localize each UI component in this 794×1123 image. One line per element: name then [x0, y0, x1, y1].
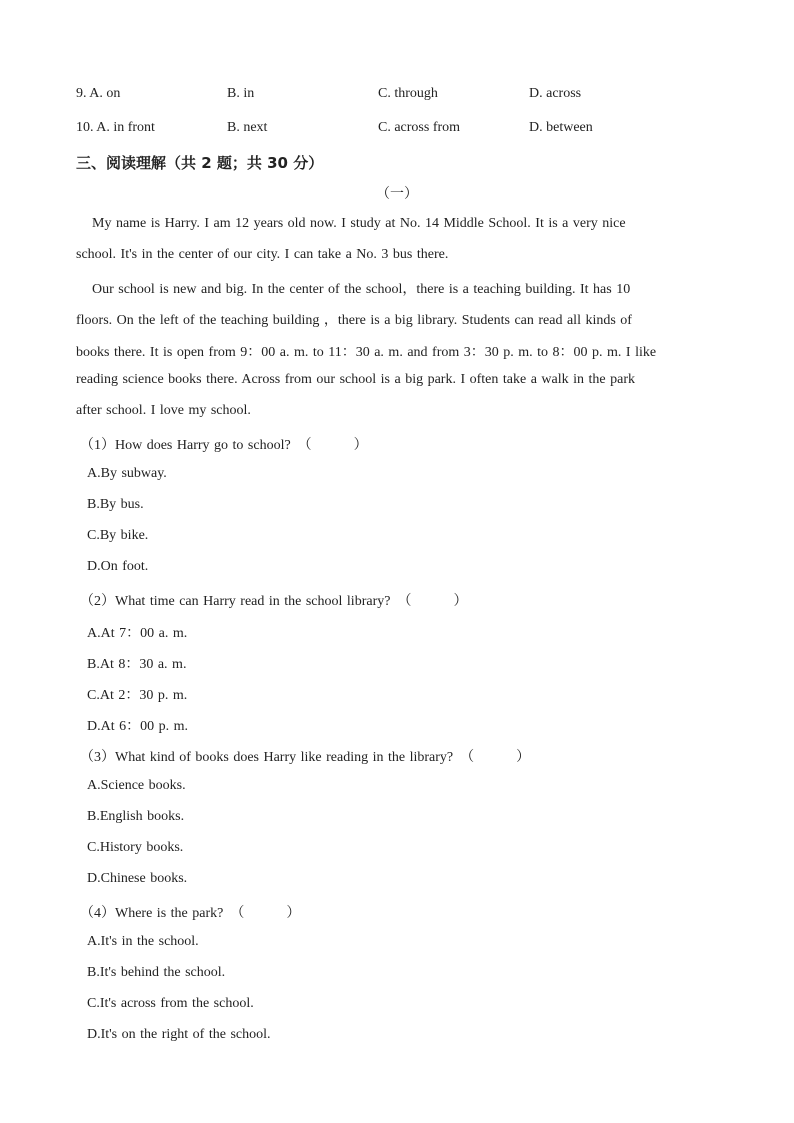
answer-choice: A.At 7：00 a. m.	[87, 626, 188, 641]
answer-choice: C.It's across from the school.	[87, 996, 254, 1011]
answer-choice: D.At 6：00 p. m.	[87, 719, 188, 734]
question-stem: （3）What kind of books does Harry like reading in the library? （ ）	[80, 750, 531, 765]
question-stem: （2）What time can Harry read in the school library? （ ）	[80, 594, 468, 609]
passage-line: reading science books there. Across from our school is a big park. I often take a walk in the park	[76, 372, 635, 387]
passage-line: school. It's in the center of our city. I can take a No. 3 bus there.	[76, 247, 449, 262]
option-d: D. between	[529, 120, 593, 135]
answer-choice: D.On foot.	[87, 559, 149, 574]
answer-choice: C.At 2：30 p. m.	[87, 688, 188, 703]
passage-line: floors. On the left of the teaching building ，there is a big library. Students can read all kinds of	[76, 313, 632, 328]
answer-choice: B.English books.	[87, 809, 185, 824]
passage-number: （一）	[376, 186, 418, 202]
answer-choice: B.At 8：30 a. m.	[87, 657, 187, 672]
passage-line: Our school is new and big. In the center of the school，there is a teaching building. It has 10	[92, 282, 631, 297]
answer-choice: D.Chinese books.	[87, 871, 188, 886]
answer-choice: B.It's behind the school.	[87, 965, 226, 980]
answer-choice: C.By bike.	[87, 528, 149, 543]
answer-choice: A.It's in the school.	[87, 934, 199, 949]
answer-choice: C.History books.	[87, 840, 184, 855]
question-stem: （1）How does Harry go to school? （ ）	[80, 438, 368, 453]
section-heading: 三、阅读理解（共 2 题；共 30 分）	[76, 154, 324, 172]
option-c: C. through	[378, 86, 438, 101]
option-a: 9. A. on	[76, 86, 121, 101]
option-a: 10. A. in front	[76, 120, 155, 135]
option-row-10	[76, 120, 716, 140]
answer-choice: D.It's on the right of the school.	[87, 1027, 271, 1042]
passage-line: after school. I love my school.	[76, 403, 251, 418]
option-d: D. across	[529, 86, 582, 101]
passage-line: books there. It is open from 9：00 a. m. to 11：30 a. m. and from 3：30 p. m. to 8：00 p. m. I like	[76, 345, 657, 360]
question-stem: （4）Where is the park? （ ）	[80, 906, 301, 921]
option-b: B. next	[227, 120, 268, 135]
passage-line: My name is Harry. I am 12 years old now. I study at No. 14 Middle School. It is a very nice	[92, 216, 626, 231]
answer-choice: B.By bus.	[87, 497, 144, 512]
option-b: B. in	[227, 86, 255, 101]
option-row-9	[76, 86, 716, 106]
answer-choice: A.By subway.	[87, 466, 167, 481]
answer-choice: A.Science books.	[87, 778, 186, 793]
option-c: C. across from	[378, 120, 461, 135]
